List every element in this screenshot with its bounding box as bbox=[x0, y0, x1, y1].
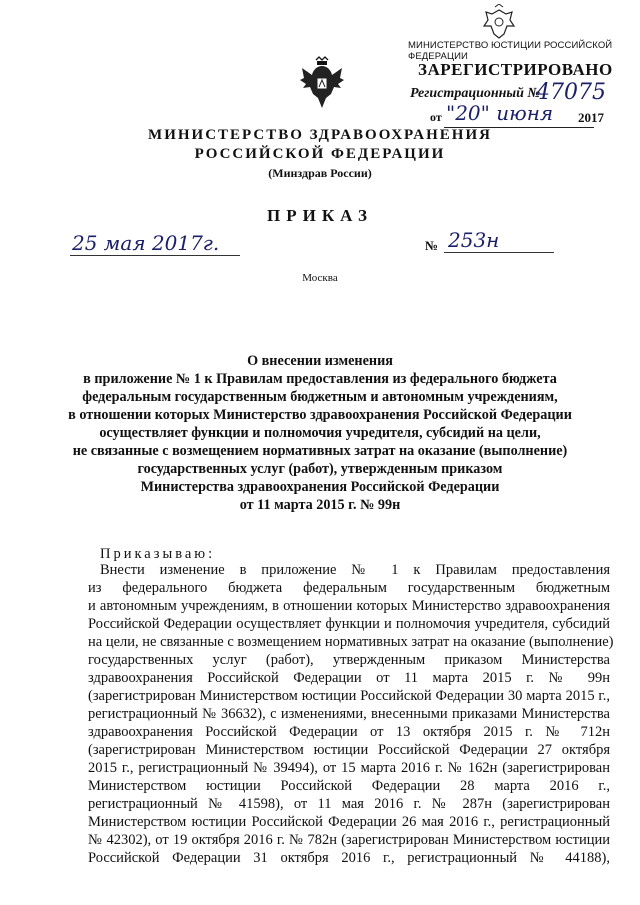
order-number-underline bbox=[444, 252, 554, 253]
body-line: № 42302), от 19 октября 2016 г. № 782н (зарегистрирован Министерством юстиции bbox=[88, 832, 610, 848]
coat-of-arms-icon bbox=[299, 56, 345, 110]
order-subject bbox=[40, 352, 600, 514]
order-title: ПРИКАЗ bbox=[267, 206, 373, 225]
body-line: (зарегистрирован Министерством юстиции Российской Федерации 30 марта 2015 г., bbox=[88, 688, 610, 704]
subject-line: от 11 марта 2015 г. № 99н bbox=[239, 497, 401, 513]
body-line: Внести изменение в приложение № 1 к Правилам предоставления bbox=[100, 562, 610, 578]
body-line: государственных услуг (работ), утвержденным приказом Министерства bbox=[88, 652, 610, 668]
subject-line: О внесении изменения bbox=[247, 353, 393, 369]
stamp-reg-number-label: Регистрационный № bbox=[410, 86, 541, 101]
stamp-registered: ЗАРЕГИСТРИРОВАНО bbox=[418, 60, 613, 79]
body-line: Российской Федерации осуществляет функции и полномочия учредителя, субсидий bbox=[88, 616, 610, 632]
subject-line: федеральным государственным бюджетным и автономным учреждениям, bbox=[82, 389, 558, 405]
subject-line: Министерства здравоохранения Российской Федерации bbox=[140, 479, 500, 495]
body-line: и автономным учреждениям, в отношении которых Министерство здравоохранения bbox=[88, 598, 610, 614]
subject-line: не связанные с возмещением нормативных затрат на оказание (выполнение) bbox=[72, 443, 568, 459]
subject-line: государственных услуг (работ), утвержденным приказом bbox=[137, 461, 503, 477]
body-line: (зарегистрирован Министерством юстиции Российской Федерации 27 октября bbox=[88, 742, 610, 758]
body-line: на цели, не связанные с возмещением нормативных затрат на оказание (выполнение) bbox=[88, 634, 614, 650]
order-date: 25 мая 2017г. bbox=[72, 231, 220, 255]
ministry-short-name: (Минздрав России) bbox=[268, 166, 372, 180]
body-line: 2015 г., регистрационный № 39494), от 15 марта 2016 г. № 162н (зарегистрирован bbox=[88, 760, 610, 776]
stamp-reg-number-value: 47075 bbox=[536, 80, 606, 105]
stamp-year-suffix: 2017 bbox=[578, 110, 604, 125]
order-date-underline bbox=[70, 255, 240, 256]
stamp-date-value: "20" июня bbox=[446, 101, 554, 125]
order-number-sign: № bbox=[425, 238, 439, 253]
ministry-name-line1: МИНИСТЕРСТВО ЗДРАВООХРАНЕНИЯ bbox=[148, 127, 492, 143]
body-line: здравоохранения Российской Федерации от 13 октября 2015 г. № 712н bbox=[88, 724, 610, 740]
subject-line: в приложение № 1 к Правилам предоставления из федерального бюджета bbox=[83, 371, 557, 387]
stamp-ministry: МИНИСТЕРСТВО ЮСТИЦИИ РОССИЙСКОЙ ФЕДЕРАЦИИ bbox=[408, 40, 613, 62]
body-line: Министерством юстиции Российской Федерации 26 мая 2016 г., регистрационный bbox=[88, 814, 610, 830]
order-number: 253н bbox=[448, 228, 500, 252]
stamp-date-prefix: от bbox=[430, 110, 442, 124]
body-line: регистрационный № 41598), от 11 мая 2016 г. № 287н (зарегистрирован bbox=[88, 796, 610, 812]
body-line: из федерального бюджета федеральным государственным бюджетным bbox=[88, 580, 610, 596]
body-line: здравоохранения Российской Федерации от 11 марта 2015 г. № 99н bbox=[88, 670, 610, 686]
stamp-emblem-icon bbox=[478, 4, 520, 44]
body-line: регистрационный № 36632), с изменениями, внесенными приказами Министерства bbox=[88, 706, 610, 722]
subject-line: осуществляет функции и полномочия учредителя, субсидий на цели, bbox=[99, 425, 541, 441]
body-line: Министерством юстиции Российской Федерации 28 марта 2016 г., bbox=[88, 778, 610, 794]
ministry-name-line2: РОССИЙСКОЙ ФЕДЕРАЦИИ bbox=[194, 146, 446, 162]
subject-line: в отношении которых Министерство здравоохранения Российской Федерации bbox=[68, 407, 572, 423]
order-word: Приказываю: bbox=[100, 546, 216, 562]
order-body bbox=[88, 561, 614, 867]
body-line: Российской Федерации 31 октября 2016 г., регистрационный № 44188), bbox=[88, 850, 610, 866]
city: Москва bbox=[302, 272, 338, 284]
